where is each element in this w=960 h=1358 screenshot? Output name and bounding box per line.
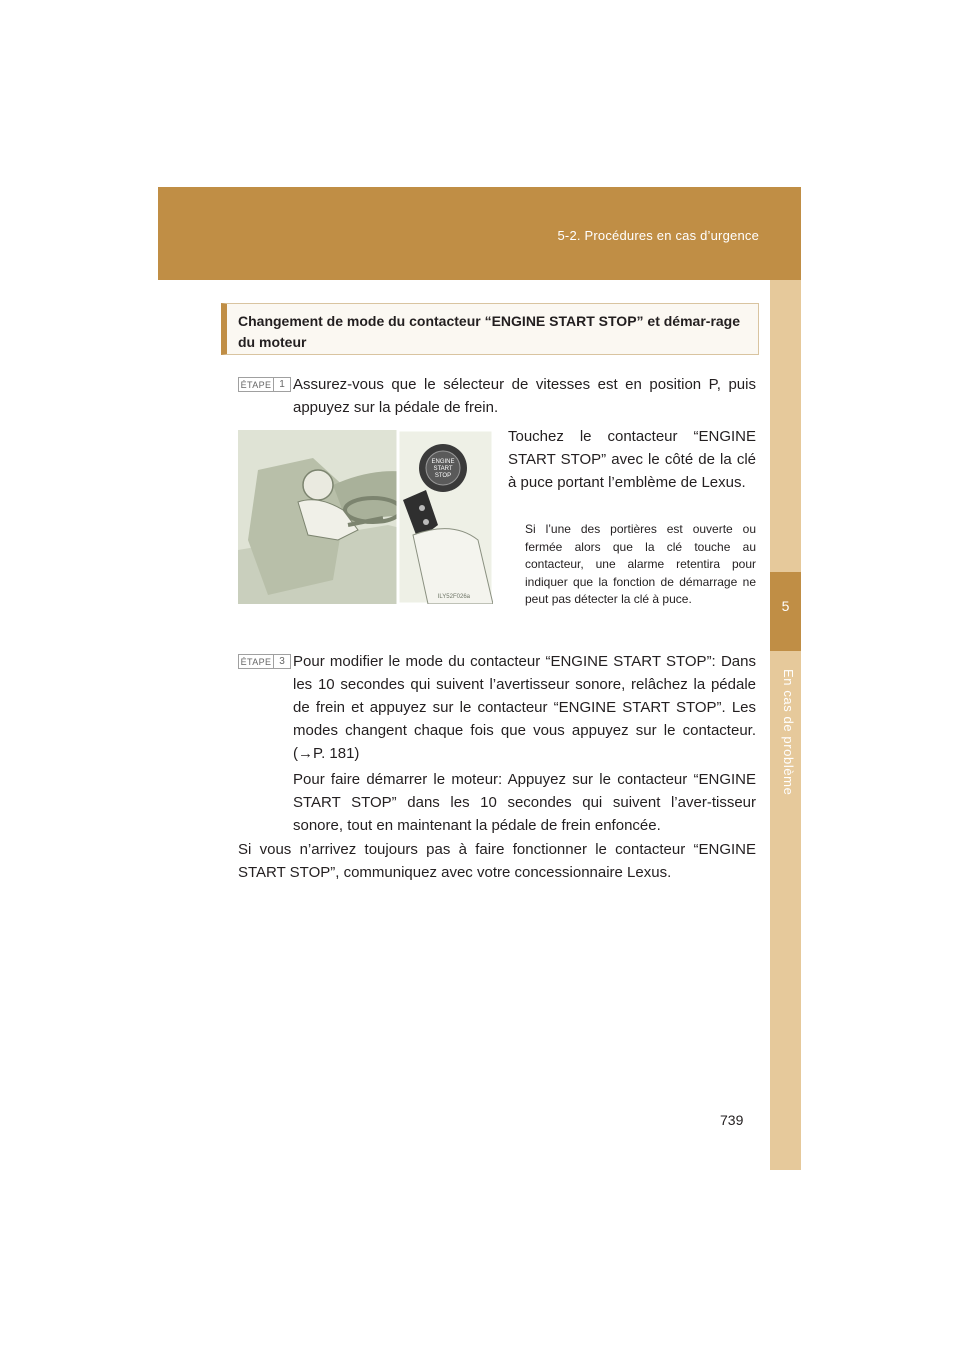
button-label-stop: STOP — [434, 473, 452, 479]
page-number: 739 — [720, 1112, 744, 1128]
step-1-text: Assurez-vous que le sélecteur de vitesses est en position P, puis appuyez sur la pédale de frein. — [293, 376, 756, 416]
start-button-illustration — [238, 430, 493, 604]
step-badge-number: 1 — [273, 378, 290, 391]
step-badge-number: 3 — [273, 655, 290, 668]
chapter-number: 5 — [781, 598, 790, 614]
chapter-side-tab — [770, 280, 801, 1170]
section-title: 5-2. Procédures en cas d’urgence — [557, 228, 759, 243]
closing-text: Si vous n’arrivez toujours pas à faire fonctionner le contacteur “ENGINE START STOP”, communiquez avec votre concessionnaire Lexus. — [238, 841, 756, 881]
illustration-code: ILY52F026a — [437, 594, 470, 600]
driver-pressing-start-button-image — [238, 430, 493, 604]
step-3-badge — [238, 654, 291, 669]
chapter-label: En cas de problème — [781, 669, 796, 796]
section-heading-box — [221, 303, 759, 355]
step-badge-label: ÉTAPE — [240, 379, 272, 390]
section-heading: Changement de mode du contacteur “ENGINE START STOP” et démar-rage du moteur — [238, 313, 741, 350]
step-badge-label: ÉTAPE — [240, 656, 272, 667]
step-3-text-start-engine: Pour faire démarrer le moteur: Appuyez sur le contacteur “ENGINE START STOP” dans les 10 secondes qui suivent l’aver-tisseur sonore, tout en maintenant la pédale de frein enfoncée. — [293, 771, 756, 834]
button-label-start: START — [433, 466, 453, 472]
header-band — [158, 187, 801, 280]
step-2-note: Si l’une des portières est ouverte ou fermée alors que la clé touche au contacteur, une alarme retentira pour indiquer que la fonction de démarrage ne peut pas détecter la clé à puce. — [525, 522, 756, 606]
button-label-engine: ENGINE — [431, 459, 455, 465]
step-3-text: Pour modifier le mode du contacteur “ENGINE START STOP”: Dans les 10 secondes qui suivent l’avertisseur sonore, relâchez la pédale de frein et appuyez sur le contacteur “ENGINE START STOP”. Les modes changent chaque fois que vous appuyez sur le contacteur. (→P. 181) — [293, 653, 756, 762]
step-2-text: Touchez le contacteur “ENGINE START STOP” avec le côté de la clé à puce portant l’emblème de Lexus. — [508, 428, 756, 491]
step-1-badge — [238, 377, 291, 392]
